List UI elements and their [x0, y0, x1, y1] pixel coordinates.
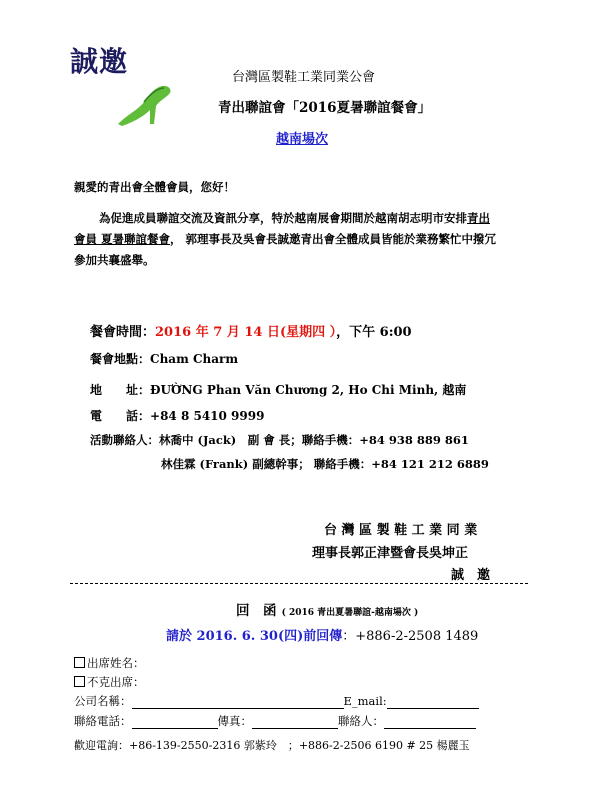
company-row: [74, 693, 479, 709]
reply-deadline: [166, 625, 478, 644]
contact-label: 活動聯絡人：: [90, 433, 159, 447]
address-value: ĐƯỜNG Phan Văn Chương 2, Ho Chi Minh, 越南: [150, 383, 467, 397]
contact-1-value: 林喬中 (Jack) 副 會 長；聯絡手機：+84 938 889 861: [159, 433, 469, 447]
tel-row: [74, 713, 476, 729]
paragraph-line-1-underlined: 青出: [467, 211, 490, 225]
event-title: 青出聯誼會「2016夏暑聯誼餐會」: [218, 100, 432, 116]
tel-label: 聯絡電話：: [74, 714, 132, 728]
email-label: E_mail:: [343, 694, 387, 708]
venue-session: 越南場次: [276, 132, 329, 147]
paragraph-line-3: 參加共襄盛舉。: [74, 253, 155, 267]
dinner-place-label: 餐會地點：: [90, 352, 151, 366]
invite-title: 誠邀: [70, 45, 129, 78]
paragraph-line-2-underlined: 會員 夏暑聯誼餐會: [74, 232, 171, 246]
enquiry-line: 歡迎電詢：+86-139-2550-2316 郭紫玲 ；+886-2-2506 6190 # 25 楊麗玉: [74, 739, 470, 752]
dinner-place: [90, 350, 238, 367]
paragraph-line-2-text: ， 郭理事長及吳會長誠邀青出會全體成員皆能於業務繁忙中撥冗: [170, 232, 497, 246]
dinner-place-value: Cham Charm: [150, 352, 239, 366]
company-label: 公司名稱：: [74, 694, 132, 708]
phone-value: +84 8 5410 9999: [150, 409, 265, 423]
dinner-time-label: 餐會時間：: [90, 325, 156, 340]
address: [90, 381, 466, 398]
association-name: 台灣區製鞋工業同業公會: [232, 70, 376, 85]
high-heel-shoe-icon: [114, 80, 176, 128]
address-label: 地 址：: [90, 383, 151, 397]
email-field[interactable]: [387, 697, 479, 709]
contact-person-2: 林佳霖 (Frank) 副總幹事； 聯絡手機：+84 121 212 6889: [161, 457, 489, 471]
paragraph-line-1-text: 為促進成員聯誼交流及資訊分享，特於越南展會期間於越南胡志明市安排: [99, 211, 467, 225]
absent-checkbox[interactable]: [74, 676, 85, 687]
fax-number: ：+886-2-2508 1489: [342, 629, 479, 644]
fax-field[interactable]: [252, 717, 338, 729]
phone-label: 電 話：: [90, 409, 151, 423]
reply-title: 回 函: [236, 603, 277, 619]
contact-person-label: 聯絡人：: [338, 714, 384, 728]
fax-label: 傳真：: [217, 714, 252, 728]
paragraph-line-2: [74, 231, 496, 247]
absent-label: 不克出席：: [87, 675, 145, 689]
signature-line-3: 誠 邀: [451, 568, 491, 583]
contact-person-1: [90, 432, 469, 448]
signature-line-1: 台 灣 區 製 鞋 工 業 同 業: [324, 523, 478, 538]
contact-person-field[interactable]: [384, 717, 476, 729]
dinner-time-hour: ，下午 6:00: [336, 325, 412, 340]
dinner-time: [90, 321, 412, 340]
dinner-time-date: 2016 年 7 月 14 日(星期四 ）: [155, 325, 337, 340]
company-field[interactable]: [132, 697, 344, 709]
attend-row[interactable]: [74, 655, 145, 671]
deadline-text: 請於 2016. 6. 30(四)前回傳: [166, 629, 343, 644]
greeting: 親愛的青出會全體會員，您好！: [74, 180, 235, 194]
phone: [90, 407, 264, 424]
paragraph-line-1: [99, 210, 490, 226]
cut-line: [70, 583, 528, 584]
absent-row[interactable]: [74, 674, 145, 690]
signature-line-2: 理事長郭正津暨會長吳坤正: [312, 546, 469, 561]
attend-label: 出席姓名：: [87, 656, 145, 670]
tel-field[interactable]: [132, 717, 218, 729]
reply-subtitle: ( 2016 青出夏暑聯誼-越南場次 ): [281, 608, 419, 618]
attend-checkbox[interactable]: [74, 657, 85, 668]
reply-heading: [236, 599, 418, 619]
